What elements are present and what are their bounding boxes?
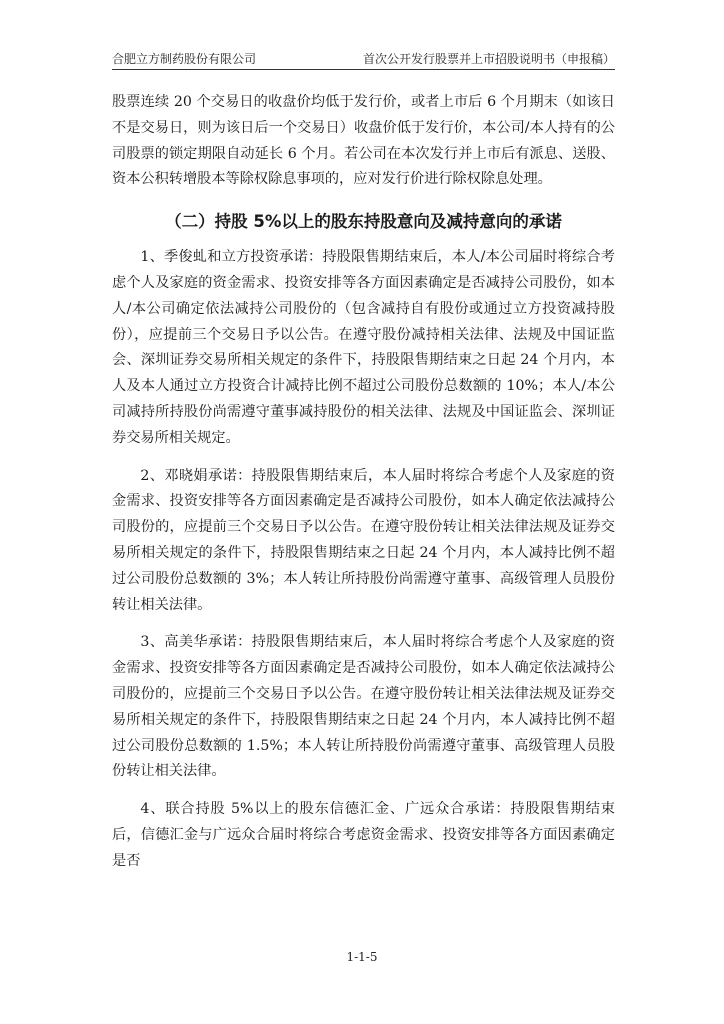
page-number: 1-1-5 bbox=[346, 950, 378, 964]
document-body bbox=[112, 90, 615, 875]
header-company-name: 合肥立方制药股份有限公司 bbox=[112, 52, 257, 66]
commitment-paragraph-1: 1、季俊虬和立方投资承诺：持股限售期结束后，本人/本公司届时将综合考虑个人及家庭的资金需求、投资安排等各方面因素确定是否减持公司股份，如本人/本公司确定依法减持公司股份的（包含减持自有股份或通过立方投资减持股份），应提前三个交易日予以公告。在遵守股份减持相关法律、法规及中国证监会、深圳证券交易所相关规定的条件下，持股限售期结束之日起 24 个月内，本人及本人通过立方投资合计减持比例不超过公司股份总数额的 10%；本人/本公司减持所持股份尚需遵守董事减持股份的相关法律、法规及中国证监会、深圳证券交易所相关规定。 bbox=[112, 249, 615, 446]
header-document-title: 首次公开发行股票并上市招股说明书（申报稿） bbox=[362, 52, 615, 66]
intro-paragraph: 股票连续 20 个交易日的收盘价均低于发行价，或者上市后 6 个月期末（如该日不是交易日，则为该日后一个交易日）收盘价低于发行价，本公司/本人持有的公司股票的锁定期限自动延长 6 个月。若公司在本次发行并上市后有派息、送股、资本公积转增股本等除权除息事项的，应对发行价进行除权除息处理。 bbox=[112, 94, 615, 188]
commitment-paragraph-3: 3、高美华承诺：持股限售期结束后，本人届时将综合考虑个人及家庭的资金需求、投资安排等各方面因素确定是否减持公司股份，如本人确定依法减持公司股份的，应提前三个交易日予以公告。在遵守股份转让相关法律法规及证券交易所相关规定的条件下，持股限售期结束之日起 24 个月内，本人减持比例不超过公司股份总数额的 1.5%；本人转让所持股份尚需遵守董事、高级管理人员股份转让相关法律。 bbox=[112, 634, 615, 780]
commitment-paragraph-2: 2、邓晓娟承诺：持股限售期结束后，本人届时将综合考虑个人及家庭的资金需求、投资安排等各方面因素确定是否减持公司股份，如本人确定依法减持公司股份的，应提前三个交易日予以公告。在遵守股份转让相关法律法规及证券交易所相关规定的条件下，持股限售期结束之日起 24 个月内，本人减持比例不超过公司股份总数额的 3%；本人转让所持股份尚需遵守董事、高级管理人员股份转让相关法律。 bbox=[112, 467, 615, 613]
section-heading: （二）持股 5%以上的股东持股意向及减持意向的承诺 bbox=[165, 212, 562, 232]
commitment-paragraph-4: 4、联合持股 5%以上的股东信德汇金、广远众合承诺：持股限售期结束后，信德汇金与广远众合届时将综合考虑资金需求、投资安排等各方面因素确定是否 bbox=[112, 801, 615, 869]
header-divider bbox=[112, 69, 615, 70]
page-header bbox=[112, 50, 615, 68]
